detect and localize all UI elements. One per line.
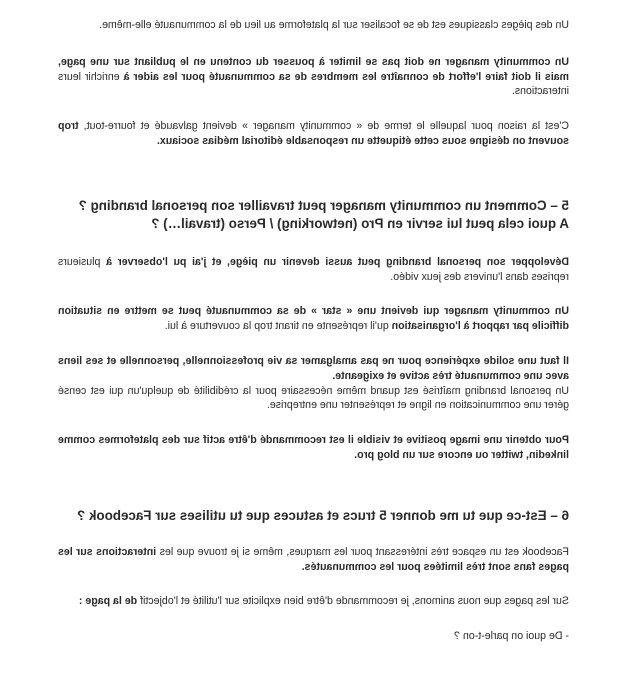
heading-line: A quoi cela peut lui servir en Pro (networking) / Perso (travail…) ?: [151, 215, 569, 231]
paragraph-text-bold: Un community manager ne doit pas se limiter à pousser du contenu en le publiant sur une page, mais il doit faire l'effort de connaître les membres de sa communauté pour les aider à: [58, 55, 569, 83]
paragraph: [58, 255, 569, 285]
paragraph-text-bold: de la page :: [78, 595, 138, 608]
paragraph-text-bold: interactions sur les pages fans sont très limitées pour les communautés.: [58, 545, 569, 573]
paragraph: [58, 354, 569, 413]
paragraph-text: Un personal branding maîtrisé est quand même nécessaire pour la crédibilité de quelqu'un qui est: [90, 384, 569, 397]
paragraph: [58, 304, 569, 334]
document-body: [58, 14, 569, 644]
paragraph-text-bold: Un community manager qui devient une « star » de sa communauté peut se mettre en: [107, 305, 569, 318]
heading-line: 5 – Comment un community manager peut travailler son personal branding ?: [78, 197, 569, 213]
paragraph-text: enrichir leurs interactions.: [57, 70, 569, 98]
paragraph: [58, 55, 569, 99]
paragraph-text-bold: Pour obtenir une image positive et visible il est recommandé d'être actif sur des: [161, 434, 569, 447]
paragraph-text: Sur les pages que nous animons, je recommande d'être bien explicite sur l'utilité et l'objectif: [140, 595, 569, 608]
paragraph: [58, 545, 569, 575]
paragraph-text-bold: Il faut une solide expérience pour ne pas amalgamer sa vie professionnelle, personnelle et ses: [85, 354, 569, 367]
paragraph: [58, 18, 569, 33]
paragraph-text-bold: situation difficile par rapport à l'organisation: [58, 305, 569, 333]
paragraph: [58, 594, 569, 609]
paragraph-text-bold: Développer son personal branding peut aussi devenir un piège, et j'ai pu l'observer à: [106, 255, 569, 268]
paragraph-text-bold: trop souvent on désigne sous cette étiquette un responsable éditorial médias sociaux.: [58, 120, 569, 147]
paragraph-text: censé gérer une communication en ligne et représenter une entreprise.: [58, 384, 569, 412]
section-heading-6: [58, 507, 569, 525]
list-item: - De quoi on parle-t-on ?: [454, 630, 569, 643]
paragraph-text: plusieurs reprises dans l'univers des jeux vidéo.: [58, 255, 569, 283]
paragraph-text-bold: plateformes comme linkedin, twitter ou encore sur un blog pro.: [58, 434, 569, 461]
paragraph: [58, 433, 569, 463]
paragraph-text: qu'il représente en tirant trop la couverture à lui.: [164, 320, 392, 333]
paragraph-text: Un des pièges classiques est de se focaliser sur la plateforme au lieu de la communauté elle-même.: [99, 19, 569, 31]
paragraph-text: C'est la raison pour laquelle le terme de « community manager » devient galvaudé et fourre-tout,: [83, 120, 569, 133]
paragraph: [58, 629, 569, 644]
paragraph: [58, 119, 569, 149]
paragraph-text: Facebook est un espace très intéressant pour les marques, même si je trouve que les: [159, 545, 569, 558]
heading-line: 6 – Est-ce que tu me donner 5 trucs et astuces que tu utilises sur Facebook ?: [77, 507, 569, 523]
section-heading-5: [58, 197, 569, 233]
paragraph-text-bold: liens avec une communauté très active et exigeante.: [58, 354, 569, 382]
